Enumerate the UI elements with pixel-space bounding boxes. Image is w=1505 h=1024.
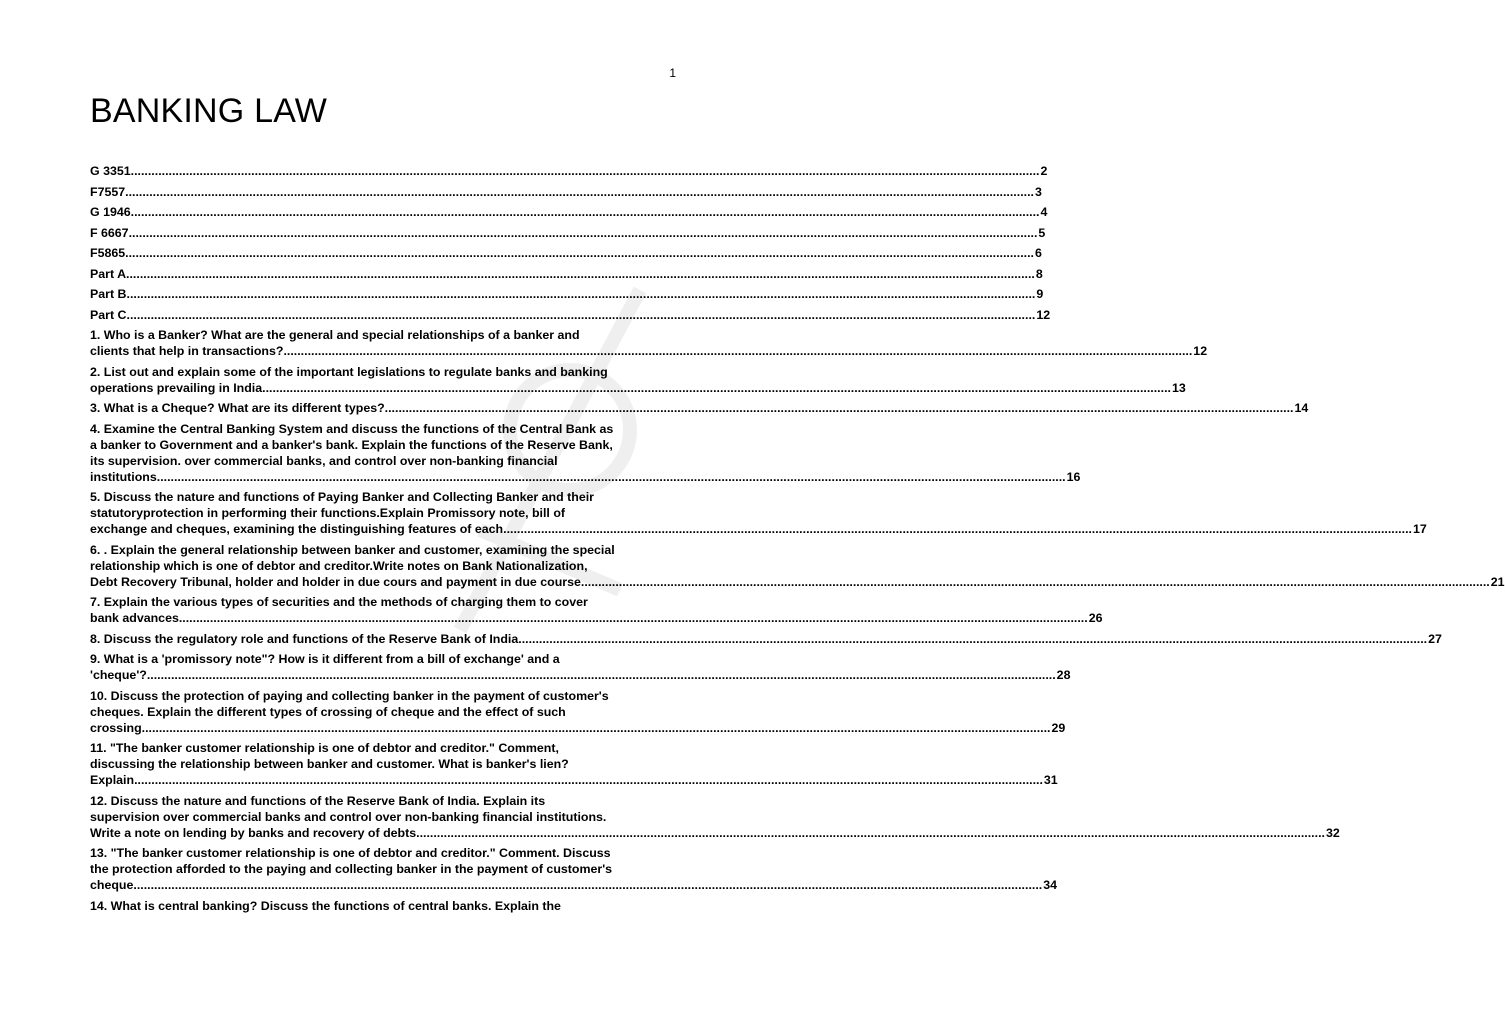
toc-page-number: 14: [1294, 401, 1309, 415]
toc-leader-row: [90, 631, 1442, 647]
toc-entry[interactable]: [90, 266, 1043, 282]
toc-entry-title: 3. What is a Cheque? What are its different types?: [90, 401, 385, 415]
toc-entry-title: exchange and cheques, examining the distinguishing features of each: [90, 522, 504, 536]
toc-entry[interactable]: [90, 631, 1442, 647]
toc-entry-title: Explain: [90, 773, 135, 787]
toc-page-number: 12: [1193, 344, 1208, 358]
toc-page-number: 21: [1490, 574, 1505, 589]
toc-entry[interactable]: [90, 163, 1048, 179]
toc-entry[interactable]: [90, 542, 1505, 590]
toc-leader-row: [90, 877, 1058, 893]
toc-dot-leader: [142, 720, 1051, 736]
toc-leader-row: [90, 286, 1044, 302]
toc-leader-row: [90, 380, 1186, 396]
toc-entry[interactable]: [90, 740, 1058, 788]
toc-entry-text-line: a banker to Government and a banker's bank. Explain the functions of the Reserve Bank,: [90, 437, 613, 452]
toc-entry-text-line: 7. Explain the various types of securities and the methods of charging them to cover: [90, 595, 588, 609]
toc-entry-text-line: 13. "The banker customer relationship is one of debtor and creditor." Comment. Discuss: [90, 846, 611, 860]
toc-entry-text-line: 1. Who is a Banker? What are the general and special relationships of a banker and: [90, 328, 580, 342]
toc-entry-text-line: 9. What is a 'promissory note"? How is it different from a bill of exchange' and a: [90, 652, 560, 666]
toc-entry[interactable]: [90, 286, 1044, 302]
toc-dot-leader: [126, 266, 1035, 282]
toc-entry-title: bank advances: [90, 611, 179, 625]
toc-entry-title: 'cheque'?: [90, 668, 147, 682]
toc-entry[interactable]: [90, 793, 1340, 841]
toc-page-number: 29: [1051, 720, 1066, 735]
toc-leader-row: [90, 225, 1046, 241]
toc-entry-text-line: relationship which is one of debtor and creditor.Write notes on Bank Nationalization,: [90, 558, 588, 573]
toc-leader-row: [90, 184, 1042, 200]
toc-entry-title: Debt Recovery Tribunal, holder and holder in due cours and payment in due course: [90, 574, 581, 589]
toc-page-number: 4: [1040, 205, 1048, 219]
toc-page-number: 28: [1056, 668, 1071, 682]
toc-leader-row: [90, 521, 1427, 537]
toc-entry-title: Part A: [90, 266, 127, 281]
toc-page-number: 12: [1036, 307, 1051, 322]
toc-entry[interactable]: [90, 421, 1081, 485]
toc-leader-row: [90, 245, 1042, 261]
toc-entry[interactable]: [90, 184, 1042, 200]
toc-dot-leader: [157, 469, 1066, 485]
toc-page-number: 6: [1034, 246, 1042, 260]
toc-entry[interactable]: [90, 327, 1208, 359]
toc-entry-text-line: 4. Examine the Central Banking System and discuss the functions of the Central Bank as: [90, 421, 614, 436]
toc-dot-leader: [581, 574, 1490, 590]
toc-dot-leader: [518, 631, 1427, 647]
toc-entry-text-line: 10. Discuss the protection of paying and collecting banker in the payment of customer's: [90, 688, 609, 703]
toc-entry-title: G 1946: [90, 205, 131, 219]
toc-entry[interactable]: [90, 225, 1046, 241]
toc-leader-row: [90, 574, 1505, 590]
toc-dot-leader: [283, 343, 1192, 359]
document-title: BANKING LAW: [90, 92, 328, 130]
toc-leader-row: [90, 825, 1340, 841]
toc-dot-leader: [147, 667, 1056, 683]
toc-page-number: 32: [1325, 825, 1340, 840]
toc-dot-leader: [127, 307, 1036, 323]
toc-entry[interactable]: [90, 400, 1309, 416]
toc-entry-text-line: 12. Discuss the nature and functions of the Reserve Bank of India. Explain its: [90, 793, 546, 808]
toc-page-number: 16: [1066, 469, 1081, 484]
toc-dot-leader: [416, 825, 1325, 841]
toc-dot-leader: [129, 225, 1038, 241]
toc-entry[interactable]: [90, 307, 1051, 323]
toc-dot-leader: [179, 610, 1088, 626]
toc-entry-text-line: cheques. Explain the different types of crossing of cheque and the effect of such: [90, 704, 566, 719]
toc-page-number: 27: [1428, 631, 1442, 646]
toc-page-number: 5: [1038, 225, 1046, 240]
toc-entry-title: F5865: [90, 246, 126, 260]
toc-entry-title: G 3351: [90, 164, 131, 178]
toc-entry-title: Part B: [90, 287, 127, 301]
toc-leader-row: [90, 772, 1058, 788]
toc-page-number: 34: [1043, 878, 1058, 892]
table-of-contents: [90, 163, 1505, 918]
toc-entry-text-line: 6. . Explain the general relationship between banker and customer, examining the special: [90, 542, 615, 557]
toc-entry[interactable]: [90, 594, 1103, 626]
toc-dot-leader: [131, 204, 1040, 220]
toc-entry[interactable]: [90, 845, 1058, 893]
toc-leader-row: [90, 307, 1051, 323]
toc-entry[interactable]: [90, 204, 1048, 220]
toc-entry-title: Write a note on lending by banks and recovery of debts: [90, 825, 417, 840]
toc-dot-leader: [125, 184, 1034, 200]
toc-leader-row: [90, 667, 1071, 683]
toc-entry-text-line: discussing the relationship between banker and customer. What is banker's lien?: [90, 757, 569, 771]
toc-dot-leader: [134, 772, 1043, 788]
toc-leader-row: [90, 204, 1048, 220]
toc-entry[interactable]: [90, 245, 1042, 261]
toc-entry-text-line: statutoryprotection in performing their functions.Explain Promissory note, bill of: [90, 506, 566, 520]
toc-entry-title: operations prevailing in India: [90, 380, 263, 395]
toc-entry-title: Part C: [90, 307, 127, 322]
toc-entry-title: F 6667: [90, 225, 129, 240]
toc-entry-text-line: supervision over commercial banks and control over non-banking financial institutions.: [90, 809, 607, 824]
toc-entry-title: cheque: [90, 878, 134, 892]
toc-entry-text-line: 14. What is central banking? Discuss the functions of central banks. Explain the: [90, 898, 561, 913]
toc-page-number: 3: [1034, 184, 1042, 199]
toc-leader-row: [90, 266, 1043, 282]
toc-dot-leader: [127, 286, 1036, 302]
toc-entry-text-line: 2. List out and explain some of the important legislations to regulate banks and banking: [90, 364, 608, 379]
toc-page-number: 8: [1035, 266, 1043, 281]
toc-entry-text-line: 11. "The banker customer relationship is one of debtor and creditor." Comment,: [90, 741, 559, 755]
toc-entry-text-line: the protection afforded to the paying and collecting banker in the payment of customer's: [90, 862, 613, 876]
toc-entry-title: F7557: [90, 184, 126, 199]
toc-leader-row: [90, 610, 1103, 626]
toc-entry[interactable]: [90, 489, 1427, 537]
toc-entry[interactable]: [90, 898, 678, 914]
toc-entry-title: crossing: [90, 720, 142, 735]
toc-page-number: 2: [1040, 164, 1048, 178]
toc-entry-text-line: 5. Discuss the nature and functions of Paying Banker and Collecting Banker and their: [90, 490, 594, 504]
toc-entry-title: 8. Discuss the regulatory role and functions of the Reserve Bank of India: [90, 631, 519, 646]
toc-dot-leader: [385, 400, 1294, 416]
toc-entry-text-line: its supervision. over commercial banks, and control over non-banking financial: [90, 453, 558, 468]
toc-entry-title: clients that help in transactions?: [90, 344, 284, 358]
toc-dot-leader: [262, 380, 1171, 396]
toc-entry[interactable]: [90, 651, 1071, 683]
toc-page-number: 26: [1088, 611, 1103, 625]
toc-page-number: 9: [1036, 287, 1044, 301]
toc-entry[interactable]: [90, 364, 1186, 396]
toc-leader-row: [90, 343, 1208, 359]
toc-dot-leader: [125, 245, 1034, 261]
toc-page-number: 17: [1412, 522, 1427, 536]
toc-dot-leader: [133, 877, 1042, 893]
toc-entry-title: institutions: [90, 469, 157, 484]
toc-dot-leader: [131, 163, 1040, 179]
toc-dot-leader: [503, 521, 1412, 537]
toc-page-number: 31: [1043, 773, 1058, 787]
toc-leader-row: [90, 720, 1066, 736]
toc-entry[interactable]: [90, 688, 1066, 736]
toc-leader-row: [90, 400, 1309, 416]
page-number: 1: [669, 66, 676, 80]
toc-page-number: 13: [1171, 380, 1186, 395]
toc-leader-row: [90, 163, 1048, 179]
toc-leader-row: [90, 469, 1081, 485]
